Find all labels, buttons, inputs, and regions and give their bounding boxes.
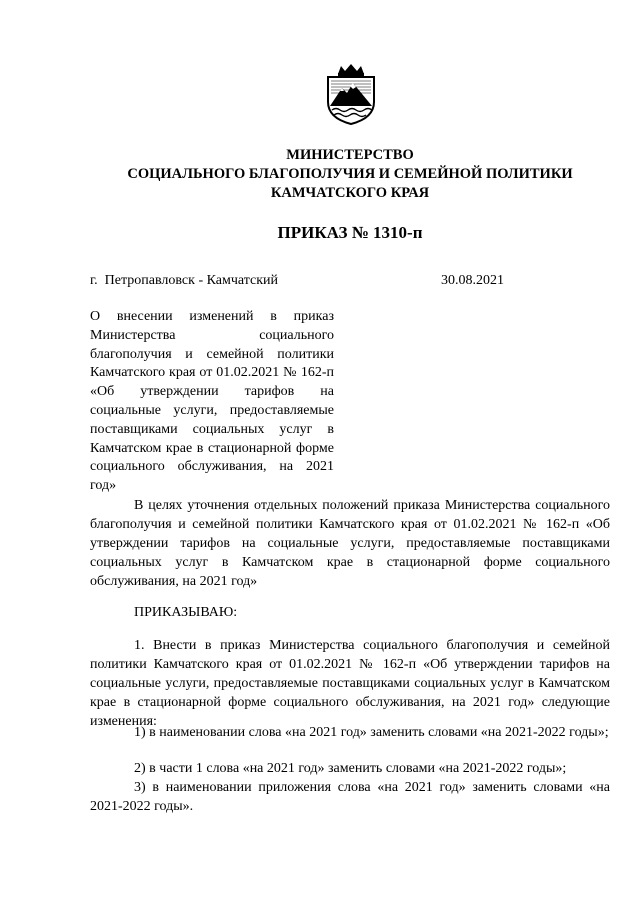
order-date: 30.08.2021 [441,273,504,288]
order-subitem-3: 3) в наименовании приложения слова «на 2021 год» заменить словами «на 2021-2022 годы». [90,780,610,814]
order-item-1: 1. Внести в приказ Министерства социального благополучия и семейной политики Камчатского края от 01.02.2021 № 162-п «Об утверждении тарифов на социальные услуги, предоставляемые поставщиками социальных услуг в Камчатском крае в стационарной форме социального обслуживания, на 2021 год» следующие изменения: [90,638,610,729]
ministry-line-1: МИНИСТЕРСТВО [286,147,414,163]
order-subitem-2: 2) в части 1 слова «на 2021 год» заменить словами «на 2021-2022 годы»; [134,761,567,776]
order-title: ПРИКАЗ № 1310-п [277,223,423,242]
ministry-line-2: СОЦИАЛЬНОГО БЛАГОПОЛУЧИЯ И СЕМЕЙНОЙ ПОЛИТИКИ [127,166,573,182]
order-subject: О внесении изменений в приказ Министерства социального благополучия и семейной политики Камчатского края от 01.02.2021 № 162-п «Об утверждении тарифов на социальные услуги, предоставляемые поставщиками социальных услуг в Камчатском крае в стационарной форме социального обслуживания, на 2021 год» [90,309,334,494]
order-subitem-1: 1) в наименовании слова «на 2021 год» заменить словами «на 2021-2022 годы»; [134,725,609,740]
preamble-paragraph: В целях уточнения отдельных положений приказа Министерства социального благополучия и семейной политики Камчатского края от 01.02.2021 № 162-п «Об утверждении тарифов на социальные услуги, предоставляемые поставщиками социальных услуг в Камчатском крае в стационарной форме социального обслуживания, на 2021 год» [90,498,610,589]
ministry-line-3: КАМЧАТСКОГО КРАЯ [270,185,430,201]
order-place: г. Петропавловск - Камчатский [90,273,279,288]
kamchatka-coat-of-arms-icon [322,62,380,126]
ministry-name [90,146,610,203]
order-word: ПРИКАЗЫВАЮ: [134,605,238,620]
